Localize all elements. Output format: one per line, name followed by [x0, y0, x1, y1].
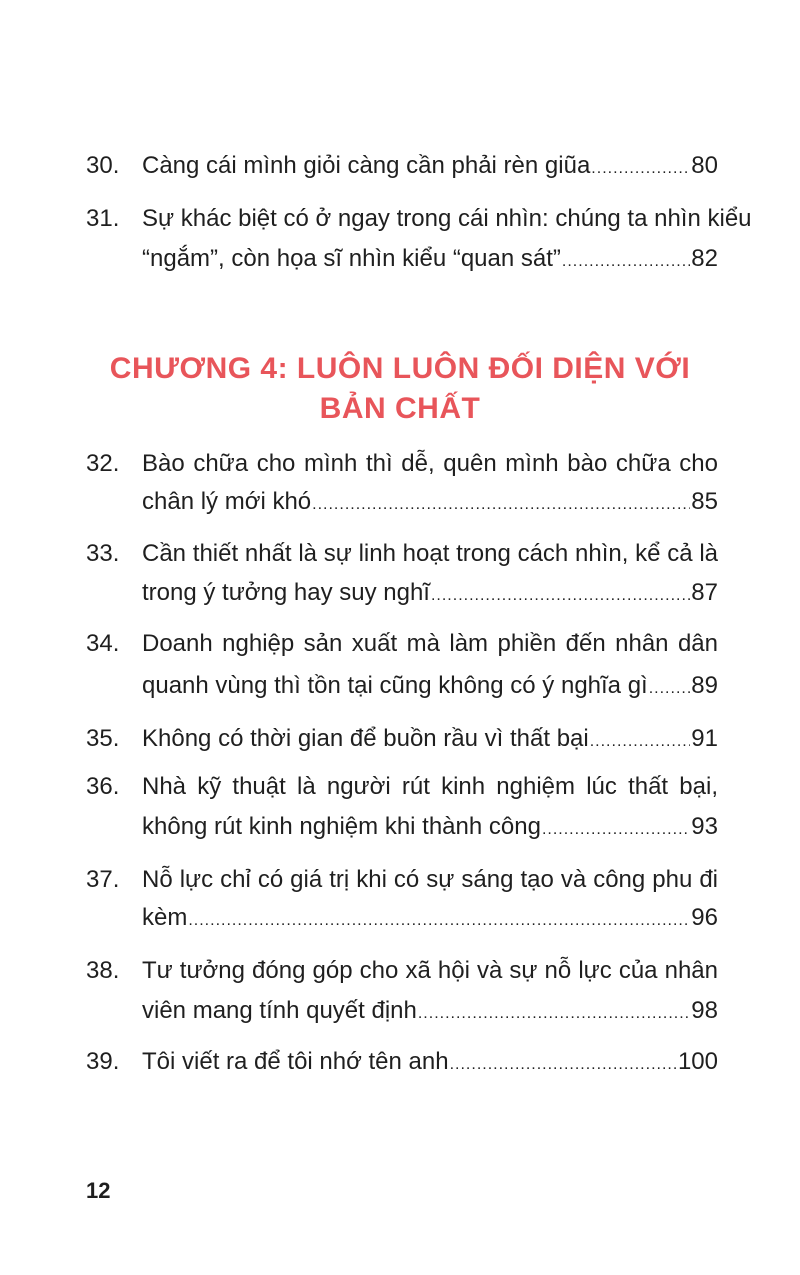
entry-title: Doanh nghiệp sản xuất mà làm phiền đến nhân dân: [142, 630, 718, 657]
page-number: 12: [86, 1178, 111, 1203]
entry-number: 37.: [86, 866, 120, 893]
entry-title-cont: chân lý mới khó: [142, 488, 312, 515]
entry-number: 34.: [86, 630, 120, 657]
entry-title-cont: quanh vùng thì tồn tại cũng không có ý nghĩa gì: [142, 672, 648, 699]
entry-line: [142, 245, 718, 273]
entry-line: [142, 540, 718, 568]
entry-line: [142, 904, 718, 932]
entry-title: Nhà kỹ thuật là người rút kinh nghiệm lúc thất bại,: [142, 773, 718, 800]
entry-line: [142, 813, 718, 841]
entry-title: Tư tưởng đóng góp cho xã hội và sự nỗ lực của nhân: [142, 957, 718, 984]
dot-leader: [542, 813, 690, 841]
entry-line: [142, 725, 718, 753]
entry-title-cont: “ngắm”, còn họa sĩ nhìn kiểu “quan sát”: [142, 245, 561, 272]
entry-page: 100: [677, 1048, 718, 1075]
entry-page: 87: [691, 579, 718, 606]
entry-number: 31.: [86, 205, 120, 232]
entry-title: Sự khác biệt có ở ngay trong cái nhìn: chúng ta nhìn kiểu: [142, 205, 752, 232]
entry-title: Không có thời gian để buồn rầu vì thất bại: [142, 725, 589, 752]
dot-leader: [450, 1048, 677, 1076]
dot-leader: [418, 997, 690, 1025]
entry-page: 98: [691, 997, 718, 1024]
entry-title-cont: không rút kinh nghiệm khi thành công: [142, 813, 541, 840]
entry-line: [142, 1048, 718, 1076]
entry-number: 36.: [86, 773, 120, 800]
chapter-heading-cont: BẢN CHẤT: [319, 392, 481, 425]
entry-title-cont: viên mang tính quyết định: [142, 997, 417, 1024]
entry-title: Càng cái mình giỏi càng cần phải rèn giũa: [142, 152, 591, 179]
dot-leader: [188, 904, 690, 932]
entry-line: [142, 488, 718, 516]
dot-leader: [431, 579, 690, 607]
chapter-heading: CHƯƠNG 4: LUÔN LUÔN ĐỐI DIỆN VỚI: [109, 352, 691, 385]
entry-number: 35.: [86, 725, 120, 752]
entry-line: [142, 450, 718, 478]
entry-number: 33.: [86, 540, 120, 567]
entry-number: 39.: [86, 1048, 120, 1075]
entry-page: 93: [691, 813, 718, 840]
entry-page: 85: [691, 488, 718, 515]
dot-leader: [590, 725, 691, 753]
entry-line: [142, 152, 718, 180]
entry-title-cont: trong ý tưởng hay suy nghĩ: [142, 579, 430, 606]
entry-page: 82: [691, 245, 718, 272]
entry-number: 38.: [86, 957, 120, 984]
entry-line: [142, 630, 718, 658]
dot-leader: [312, 488, 690, 516]
entry-page: 96: [691, 904, 718, 931]
entry-line: [142, 579, 718, 607]
entry-line: [142, 205, 752, 233]
dot-leader: [649, 672, 691, 700]
entry-line: [142, 866, 718, 894]
entry-line: [142, 773, 718, 801]
entry-line: [142, 672, 718, 700]
entry-number: 30.: [86, 152, 120, 179]
entry-page: 89: [691, 672, 718, 699]
entry-title-cont: kèm: [142, 904, 188, 931]
entry-page: 80: [691, 152, 718, 179]
entry-line: [142, 957, 718, 985]
entry-title: Bào chữa cho mình thì dễ, quên mình bào chữa cho: [142, 450, 718, 477]
dot-leader: [591, 152, 690, 180]
entry-title: Tôi viết ra để tôi nhớ tên anh: [142, 1048, 449, 1075]
entry-page: 91: [691, 725, 718, 752]
entry-title: Cần thiết nhất là sự linh hoạt trong cách nhìn, kể cả là: [142, 540, 718, 567]
entry-number: 32.: [86, 450, 120, 477]
entry-line: [142, 997, 718, 1025]
entry-title: Nỗ lực chỉ có giá trị khi có sự sáng tạo và công phu đi: [142, 866, 718, 893]
dot-leader: [562, 245, 690, 273]
